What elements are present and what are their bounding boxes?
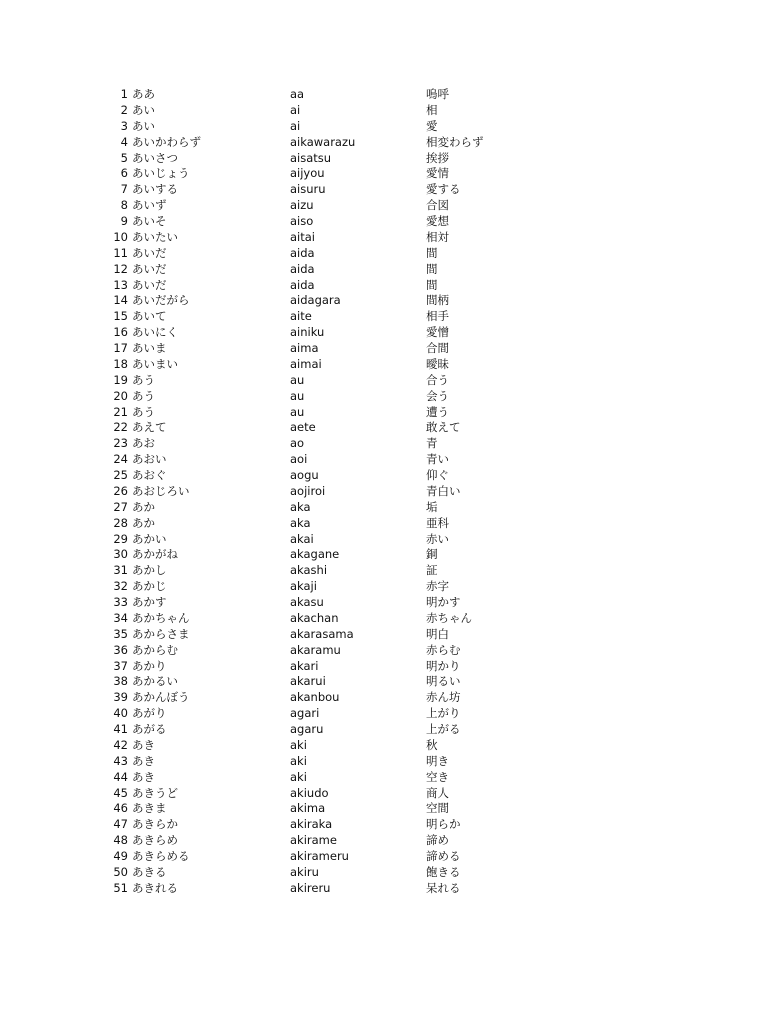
kana-reading: あう xyxy=(132,388,155,403)
table-row xyxy=(0,611,768,627)
kanji-word: 青白い xyxy=(426,483,461,498)
row-number: 41 xyxy=(113,722,128,736)
vocabulary-table xyxy=(0,87,768,897)
table-row xyxy=(0,166,768,182)
row-number: 15 xyxy=(113,309,128,324)
row-number: 20 xyxy=(113,388,128,403)
romaji-reading: akasu xyxy=(290,595,324,609)
table-row xyxy=(0,659,768,675)
table-row xyxy=(0,849,768,865)
table-row xyxy=(0,786,768,802)
table-row xyxy=(0,484,768,500)
kana-reading: あう xyxy=(132,404,155,419)
kanji-word: 商人 xyxy=(426,785,449,800)
table-row xyxy=(0,833,768,849)
table-row xyxy=(0,801,768,817)
row-number: 4 xyxy=(120,134,128,149)
romaji-reading: aikawarazu xyxy=(290,134,356,149)
row-number: 14 xyxy=(113,293,128,308)
table-row xyxy=(0,103,768,119)
kanji-word: 亜科 xyxy=(426,515,449,530)
kana-reading: ああ xyxy=(132,87,155,101)
kanji-word: 愛情 xyxy=(426,166,449,181)
romaji-reading: aidagara xyxy=(290,293,341,308)
kana-reading: あえて xyxy=(132,420,167,435)
kanji-word: 相変わらず xyxy=(426,134,484,149)
romaji-reading: aida xyxy=(290,277,315,292)
row-number: 1 xyxy=(120,87,128,101)
row-number: 17 xyxy=(113,341,128,355)
kanji-word: 赤ちゃん xyxy=(426,610,472,625)
row-number: 34 xyxy=(113,610,128,625)
kanji-word: 相対 xyxy=(426,229,449,244)
romaji-reading: akiudo xyxy=(290,785,329,800)
romaji-reading: akari xyxy=(290,658,319,673)
table-row xyxy=(0,405,768,421)
kanji-word: 証 xyxy=(426,563,438,578)
romaji-reading: au xyxy=(290,388,305,403)
kanji-word: 間柄 xyxy=(426,293,449,308)
table-row xyxy=(0,119,768,135)
table-row xyxy=(0,341,768,357)
table-row xyxy=(0,532,768,548)
romaji-reading: ai xyxy=(290,118,301,133)
row-number: 29 xyxy=(113,531,128,546)
kana-reading: あかんぼう xyxy=(132,690,190,705)
romaji-reading: agaru xyxy=(290,722,324,736)
kana-reading: あがり xyxy=(132,706,167,721)
row-number: 43 xyxy=(113,753,128,768)
table-row xyxy=(0,865,768,881)
romaji-reading: aizu xyxy=(290,198,314,213)
kanji-word: 仰ぐ xyxy=(426,468,449,482)
row-number: 12 xyxy=(113,261,128,276)
kanji-word: 銅 xyxy=(426,547,438,562)
kanji-word: 赤ん坊 xyxy=(426,690,461,705)
row-number: 33 xyxy=(113,595,128,609)
kanji-word: 会う xyxy=(426,388,449,403)
kana-reading: あきらめる xyxy=(132,849,190,863)
romaji-reading: akima xyxy=(290,801,326,816)
kana-reading: あかし xyxy=(132,563,167,578)
table-row xyxy=(0,674,768,690)
row-number: 24 xyxy=(113,452,128,467)
kanji-word: 青 xyxy=(426,436,438,451)
row-number: 51 xyxy=(113,880,128,895)
kana-reading: あがる xyxy=(132,722,167,736)
kana-reading: あかり xyxy=(132,658,167,673)
kanji-word: 相 xyxy=(426,102,438,117)
romaji-reading: akireru xyxy=(290,880,331,895)
kana-reading: あかい xyxy=(132,531,167,546)
table-row xyxy=(0,690,768,706)
row-number: 6 xyxy=(120,166,128,181)
romaji-reading: akai xyxy=(290,531,314,546)
kanji-word: 愛憎 xyxy=(426,325,449,340)
kanji-word: 空き xyxy=(426,769,449,784)
romaji-reading: aki xyxy=(290,737,307,752)
romaji-reading: aki xyxy=(290,753,307,768)
kanji-word: 秋 xyxy=(426,737,438,752)
romaji-reading: aimai xyxy=(290,356,322,371)
kana-reading: あきうど xyxy=(132,785,178,800)
kana-reading: あおい xyxy=(132,452,167,467)
kanji-word: 垢 xyxy=(426,499,438,514)
row-number: 25 xyxy=(113,468,128,482)
row-number: 5 xyxy=(120,150,128,165)
romaji-reading: akiraka xyxy=(290,817,333,832)
kana-reading: あおぐ xyxy=(132,468,167,482)
kana-reading: あか xyxy=(132,499,155,514)
table-row xyxy=(0,325,768,341)
table-row xyxy=(0,198,768,214)
kana-reading: あかじ xyxy=(132,579,167,594)
romaji-reading: aka xyxy=(290,499,311,514)
kana-reading: あいじょう xyxy=(132,166,190,181)
row-number: 38 xyxy=(113,674,128,689)
romaji-reading: au xyxy=(290,404,305,419)
kanji-word: 諦め xyxy=(426,833,449,848)
row-number: 48 xyxy=(113,833,128,848)
row-number: 44 xyxy=(113,769,128,784)
row-number: 9 xyxy=(120,214,128,228)
table-row xyxy=(0,579,768,595)
romaji-reading: aijyou xyxy=(290,166,325,181)
kanji-word: 明き xyxy=(426,753,449,768)
kanji-word: 挨拶 xyxy=(426,150,449,165)
row-number: 13 xyxy=(113,277,128,292)
romaji-reading: akirameru xyxy=(290,849,349,863)
kanji-word: 相手 xyxy=(426,309,449,324)
romaji-reading: aojiroi xyxy=(290,483,326,498)
kanji-word: 遭う xyxy=(426,404,449,419)
kanji-word: 曖昧 xyxy=(426,356,449,371)
kana-reading: あき xyxy=(132,753,155,768)
table-row xyxy=(0,373,768,389)
table-row xyxy=(0,468,768,484)
row-number: 40 xyxy=(113,706,128,721)
table-row xyxy=(0,770,768,786)
romaji-reading: aoi xyxy=(290,452,308,467)
row-number: 10 xyxy=(113,229,128,244)
kanji-word: 明白 xyxy=(426,626,449,641)
romaji-reading: agari xyxy=(290,706,320,721)
romaji-reading: au xyxy=(290,372,305,387)
kana-reading: あいさつ xyxy=(132,150,178,165)
table-row xyxy=(0,817,768,833)
row-number: 18 xyxy=(113,356,128,371)
row-number: 42 xyxy=(113,737,128,752)
kana-reading: あか xyxy=(132,515,155,530)
kana-reading: あきま xyxy=(132,801,167,816)
kanji-word: 呆れる xyxy=(426,880,461,895)
romaji-reading: aitai xyxy=(290,229,315,244)
romaji-reading: aima xyxy=(290,341,319,355)
kana-reading: あき xyxy=(132,769,155,784)
kana-reading: あいず xyxy=(132,198,167,213)
romaji-reading: akagane xyxy=(290,547,340,562)
kana-reading: あかがね xyxy=(132,547,178,562)
romaji-reading: aisatsu xyxy=(290,150,332,165)
kana-reading: あきらめ xyxy=(132,833,178,848)
romaji-reading: akaramu xyxy=(290,642,341,657)
kana-reading: あい xyxy=(132,102,155,117)
table-row xyxy=(0,357,768,373)
romaji-reading: ainiku xyxy=(290,325,325,340)
kana-reading: あきらか xyxy=(132,817,178,832)
romaji-reading: aida xyxy=(290,261,315,276)
romaji-reading: aete xyxy=(290,420,316,435)
table-row xyxy=(0,420,768,436)
row-number: 27 xyxy=(113,499,128,514)
romaji-reading: ai xyxy=(290,102,301,117)
romaji-reading: aisuru xyxy=(290,182,326,197)
row-number: 39 xyxy=(113,690,128,705)
kana-reading: あからさま xyxy=(132,626,190,641)
table-row xyxy=(0,627,768,643)
row-number: 32 xyxy=(113,579,128,594)
romaji-reading: akachan xyxy=(290,610,339,625)
table-row xyxy=(0,389,768,405)
romaji-reading: aa xyxy=(290,87,305,101)
kana-reading: あいて xyxy=(132,309,167,324)
kanji-word: 愛する xyxy=(426,182,461,197)
kanji-word: 明るい xyxy=(426,674,461,689)
romaji-reading: aida xyxy=(290,245,315,260)
table-row xyxy=(0,881,768,897)
table-row xyxy=(0,643,768,659)
romaji-reading: akiru xyxy=(290,864,319,879)
row-number: 36 xyxy=(113,642,128,657)
row-number: 22 xyxy=(113,420,128,435)
row-number: 7 xyxy=(120,182,128,197)
kana-reading: あい xyxy=(132,118,155,133)
kanji-word: 飽きる xyxy=(426,864,461,879)
kana-reading: あいにく xyxy=(132,325,178,340)
kanji-word: 青い xyxy=(426,452,449,467)
romaji-reading: aogu xyxy=(290,468,319,482)
kanji-word: 合図 xyxy=(426,198,449,213)
romaji-reading: akarui xyxy=(290,674,326,689)
row-number: 11 xyxy=(113,245,128,260)
kanji-word: 合間 xyxy=(426,341,449,355)
row-number: 46 xyxy=(113,801,128,816)
table-row xyxy=(0,230,768,246)
romaji-reading: akaji xyxy=(290,579,317,594)
row-number: 23 xyxy=(113,436,128,451)
table-row xyxy=(0,436,768,452)
row-number: 37 xyxy=(113,658,128,673)
romaji-reading: aka xyxy=(290,515,311,530)
kanji-word: 間 xyxy=(426,245,438,260)
kanji-word: 赤い xyxy=(426,531,449,546)
row-number: 31 xyxy=(113,563,128,578)
romaji-reading: ao xyxy=(290,436,305,451)
kana-reading: あう xyxy=(132,372,155,387)
kana-reading: あいま xyxy=(132,341,167,355)
row-number: 2 xyxy=(120,102,128,117)
kanji-word: 明かり xyxy=(426,658,461,673)
table-row xyxy=(0,563,768,579)
romaji-reading: akanbou xyxy=(290,690,340,705)
romaji-reading: akarasama xyxy=(290,626,354,641)
row-number: 49 xyxy=(113,849,128,863)
kana-reading: あかるい xyxy=(132,674,178,689)
kanji-word: 愛 xyxy=(426,118,438,133)
romaji-reading: aite xyxy=(290,309,312,324)
row-number: 28 xyxy=(113,515,128,530)
table-row xyxy=(0,738,768,754)
kana-reading: あいかわらず xyxy=(132,134,201,149)
kanji-word: 合う xyxy=(426,372,449,387)
romaji-reading: aiso xyxy=(290,214,314,228)
kanji-word: 間 xyxy=(426,277,438,292)
row-number: 30 xyxy=(113,547,128,562)
table-row xyxy=(0,278,768,294)
table-row xyxy=(0,722,768,738)
table-row xyxy=(0,452,768,468)
row-number: 45 xyxy=(113,785,128,800)
kanji-word: 諦める xyxy=(426,849,461,863)
table-row xyxy=(0,182,768,198)
kana-reading: あいだがら xyxy=(132,293,190,308)
romaji-reading: akirame xyxy=(290,833,337,848)
row-number: 21 xyxy=(113,404,128,419)
kana-reading: あいだ xyxy=(132,245,167,260)
row-number: 16 xyxy=(113,325,128,340)
table-row xyxy=(0,595,768,611)
table-row xyxy=(0,214,768,230)
table-row xyxy=(0,262,768,278)
kanji-word: 赤字 xyxy=(426,579,449,594)
row-number: 26 xyxy=(113,483,128,498)
row-number: 19 xyxy=(113,372,128,387)
table-row xyxy=(0,293,768,309)
kana-reading: あいたい xyxy=(132,229,178,244)
table-row xyxy=(0,706,768,722)
table-row xyxy=(0,246,768,262)
table-row xyxy=(0,87,768,103)
kanji-word: 明らか xyxy=(426,817,461,832)
table-row xyxy=(0,151,768,167)
kana-reading: あいまい xyxy=(132,356,178,371)
row-number: 47 xyxy=(113,817,128,832)
table-row xyxy=(0,135,768,151)
kana-reading: あきれる xyxy=(132,880,178,895)
kanji-word: 明かす xyxy=(426,595,461,609)
kana-reading: あかす xyxy=(132,595,167,609)
kana-reading: あお xyxy=(132,436,155,451)
kana-reading: あいそ xyxy=(132,214,167,228)
kanji-word: 間 xyxy=(426,261,438,276)
romaji-reading: akashi xyxy=(290,563,328,578)
row-number: 50 xyxy=(113,864,128,879)
row-number: 35 xyxy=(113,626,128,641)
table-row xyxy=(0,754,768,770)
kana-reading: あからむ xyxy=(132,642,178,657)
table-row xyxy=(0,547,768,563)
table-row xyxy=(0,309,768,325)
table-row xyxy=(0,500,768,516)
kana-reading: あかちゃん xyxy=(132,610,190,625)
kanji-word: 愛想 xyxy=(426,214,449,228)
kanji-word: 敢えて xyxy=(426,420,461,435)
kana-reading: あいだ xyxy=(132,261,167,276)
kanji-word: 上がり xyxy=(426,706,461,721)
kanji-word: 空間 xyxy=(426,801,449,816)
kana-reading: あきる xyxy=(132,864,167,879)
kanji-word: 嗚呼 xyxy=(426,87,449,101)
table-row xyxy=(0,516,768,532)
kana-reading: あき xyxy=(132,737,155,752)
row-number: 8 xyxy=(120,198,128,213)
kanji-word: 赤らむ xyxy=(426,642,461,657)
kanji-word: 上がる xyxy=(426,722,461,736)
kana-reading: あおじろい xyxy=(132,483,190,498)
romaji-reading: aki xyxy=(290,769,307,784)
row-number: 3 xyxy=(120,118,128,133)
kana-reading: あいする xyxy=(132,182,178,197)
kana-reading: あいだ xyxy=(132,277,167,292)
